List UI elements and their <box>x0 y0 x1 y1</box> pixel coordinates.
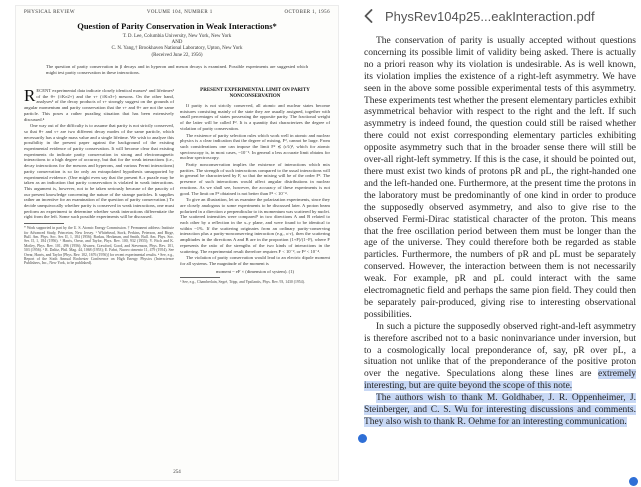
received-date: (Received June 22, 1956) <box>151 53 203 58</box>
equation-1: moment ~ eF × (dimension of system). (1) <box>215 268 295 274</box>
col1-paragraph-2: One way out of the difficulty is to assume that parity is not strictly conserved, so that θ+ and τ+ are two different decay modes of the same particle, which necessarily has a single mass value and a single lifetime. We wish to analyze this possibility in the present paper against the background of the existing experimental evidence of parity conservation. It will become clear that existing experiments do indicate parity conservation in strong and electromagnetic interactions to a high degree of accuracy, but that for the weak interactions (i.e., decay interactions for the mesons and hyperons, and various Fermi interactions) parity conservation is so far only an extrapolated hypothesis unsupported by experimental evidence. (One might even say that the present θ–τ puzzle may be taken as an indication that parity conservation is violated in weak interactions. This argument is, however, not to be taken seriously because of the paucity of our present knowledge concerning the nature of the strange particles. It supplies rather an incentive for an examination of the question of parity conservation.) To decide unequivocally whether parity is conserved in weak interactions, one must perform an experiment to determine whether weak interactions differentiate the right from the left. Some such possible experiments will be discussed. <box>24 123 174 220</box>
paper-title: Question of Parity Conservation in Weak Interactions* <box>77 21 277 31</box>
author-and: AND <box>171 40 183 45</box>
paragraph-conservation[interactable]: The conservation of parity is usually accepted without questions concerning its possible limit of validity being asked. There is actually no a priori reason why its violation is undesirable. As is well known, its violation implies the existence of a right-left asymmetry. We have seen in the above some possible experimental tests of this asymmetry. These experiments test whether the present elementary particles exhibit asymmetrical behavior with respect to the right and the left. If such asymmetry is indeed found, the question could still be raised whether there could not exist corresponding elementary particles exhibiting opposite asymmetry such that in the broader sense there will still be over-all right-left symmetry. If this is the case, it should be pointed out, there must exist two kinds of protons pR and pL, the right-handed one and the left-handed one. Furthermore, at the present time the protons in the laboratory must be predominantly of one kind in order to produce the supposedly observed asymmetry, and also to give rise to the observed Fermi-Dirac statistical character of the proton. This means that the free oscillation period between them must be longer than the age of the universe. They could therefore both be regarded as stable particles. Furthermore, the numbers of pR and pL must be separately conserved. However, the interaction between them is not necessarily weak. For example, pR and pL could interact with the same electromagnetic field and perhaps the same pion field. They could then be separately pair-produced, giving rise to interesting observational possibilities. <box>364 36 636 320</box>
left-column <box>24 88 174 266</box>
selection-end-handle[interactable] <box>629 477 638 486</box>
journal-header <box>24 10 330 15</box>
col2-paragraph-4: To give an illustration, let us examine the polarization experiments, since they are closely analogous to some experiments to be discussed later. A proton beam polarized in a direction z perpendicular to its momentum was scattered by nuclei. The scattered intensities were compared⁵ in two directions A and B related to each other by a reflection in the x–y plane, and were found to be identical to within ~1%. If the scattering originates from an ordinary parity-conserving interaction plus a parity-nonconserving interaction (e.g., σ·r), then the scattering amplitudes in the directions A and B are in the proportion (1+F)/(1−F), where F represents the ratio of the strengths of the two kinds of interactions in the scattering. The experimental result therefore requires F < 10⁻², or F² < 10⁻⁴. <box>180 197 330 254</box>
paragraph-acknowledgment[interactable] <box>364 393 636 429</box>
page-number: 254 <box>173 470 181 475</box>
author-line-1: T. D. Lee, Columbia University, New York, New York <box>122 34 232 39</box>
chevron-left-icon <box>364 9 373 23</box>
section-heading: PRESENT EXPERIMENTAL LIMIT ON PARITY NONCONSERVATION <box>200 88 310 99</box>
document-title: PhysRev104p25...eakInteraction.pdf <box>385 8 595 24</box>
pdf-viewer[interactable] <box>352 0 641 487</box>
right-column <box>180 88 330 285</box>
footnote-rule <box>24 223 64 224</box>
document-text[interactable] <box>364 36 636 429</box>
col2-footnote-rule <box>180 277 220 278</box>
col2-paragraph-3: Parity nonconservation implies the existence of interactions which mix parities. The strength of such interactions compared to the usual interactions will in general be characterized by F, so that the mixing will be of the order F². The presence of such interactions would affect angular distributions in nuclear reactions. As we shall see, however, the accuracy of these experiments is not good. The limit on F² obtained is not better than F² < 10⁻⁴. <box>180 162 330 196</box>
author-line-2: C. N. Yang,† Brookhaven National Laboratory, Upton, New York <box>111 46 243 51</box>
drop-cap: R <box>24 86 36 105</box>
selected-text-acknowledgment[interactable]: The authors wish to thank M. Goldhaber, J. R. Oppenheimer, J. Steinberger, and C. S. Wu for interesting discussions and comments. They also wish to thank R. Oehme for an interesting communication. <box>364 393 636 427</box>
paper-abstract: The question of parity conservation in β decays and in hyperon and meson decays is examined. Possible experiments are suggested which might test parity conservation in these interactions. <box>46 64 308 75</box>
viewer-titlebar <box>352 0 641 32</box>
col2-paragraph-2: The existence of parity selection rules which work well in atomic and nuclear physics is a clear indication that the degree of mixing, F², cannot be large. From such considerations one can impose the limit F² ≲ (r/λ)², which for atomic spectroscopy is, in most cases, ~10⁻⁶. In general a less accurate limit obtains for nuclear spectroscopy. <box>180 132 330 161</box>
paragraph-picture-text[interactable]: In such a picture the supposedly observed right-and-left asymmetry is therefore ascribed not to a basic noninvariance under inversion, but to a cosmologically local preponderance of, say, pR over pL, a situation not unlike that of the preponderance of the positive proton over the negative. Speculations along these lines are <box>364 321 636 380</box>
journal-volume: VOLUME 104, NUMBER 1 <box>146 10 213 15</box>
paragraph-picture[interactable] <box>364 322 636 393</box>
selection-start-handle[interactable] <box>358 434 367 443</box>
intro-text: ECENT experimental data indicate closely identical masses¹ and lifetimes² of the θ+ (≡Kπ2+) and the τ+ (≡Kπ3+) mesons. On the other hand, analyses³ of the decay products of τ+ strongly suggest on the grounds of angular momentum and parity conservation that the τ+ and θ+ are not the same particle. This poses a rather puzzling situation that has been extensively discussed.⁴ <box>24 88 174 122</box>
selected-text-start[interactable]: extremely interesting, but are quite beyond the scope of this note. <box>364 369 636 392</box>
col2-paragraph-1: If parity is not strictly conserved, all atomic and nuclear states become mixtures consisting mainly of the state they are usually assigned, together with small percentages of states possessing the opposite parity. The fractional weight of the latter will be called F². It is a quantity that characterizes the degree of violation of parity conservation. <box>180 103 330 131</box>
col2-footnote: ⁵ See, e.g., Chamberlain, Segrè, Tripp, and Ypsilantis, Phys. Rev. 93, 1430 (1954). <box>180 280 305 285</box>
back-button[interactable] <box>361 6 375 26</box>
journal-name: PHYSICAL REVIEW <box>24 10 75 15</box>
scanned-first-page <box>16 6 338 480</box>
intro-paragraph <box>24 88 174 122</box>
col1-footnotes: * Work supported in part by the U. S. Atomic Energy Commission. † Permanent address: Institute for Advanced Study, Princeton, New Jersey. ¹ Whitehead, Stork, Perkins, Peterson, and Birge, Bull. Am. Phys. Soc. Ser. II, 1, 184 (1956); Barkas, Heckman, and Smith, Bull. Am. Phys. Soc. Ser. II, 1, 184 (1956). ² Harris, Orear, and Taylor, Phys. Rev. 100, 932 (1955); V. Fitch and K. Motley, Phys. Rev. 101, 496 (1956); Alvarez, Crawford, Good, and Stevenson, Phys. Rev. 101, 503 (1956). ³ R. Dalitz, Phil. Mag. 44, 1068 (1953); E. Fabri, Nuovo cimento 11, 479 (1954). See Orear, Harris, and Taylor [Phys. Rev. 102, 1676 (1956)] for recent experimental results. ⁴ See, e.g., Report of the Sixth Annual Rochester Conference on High Energy Physics (Interscience Publishers, Inc., New York, to be published). <box>24 226 174 266</box>
col2-paragraph-5: The violation of parity conservation would lead to an electric dipole moment for all systems. The magnitude of the moment is <box>180 255 330 266</box>
journal-date: OCTOBER 1, 1956 <box>284 10 330 15</box>
